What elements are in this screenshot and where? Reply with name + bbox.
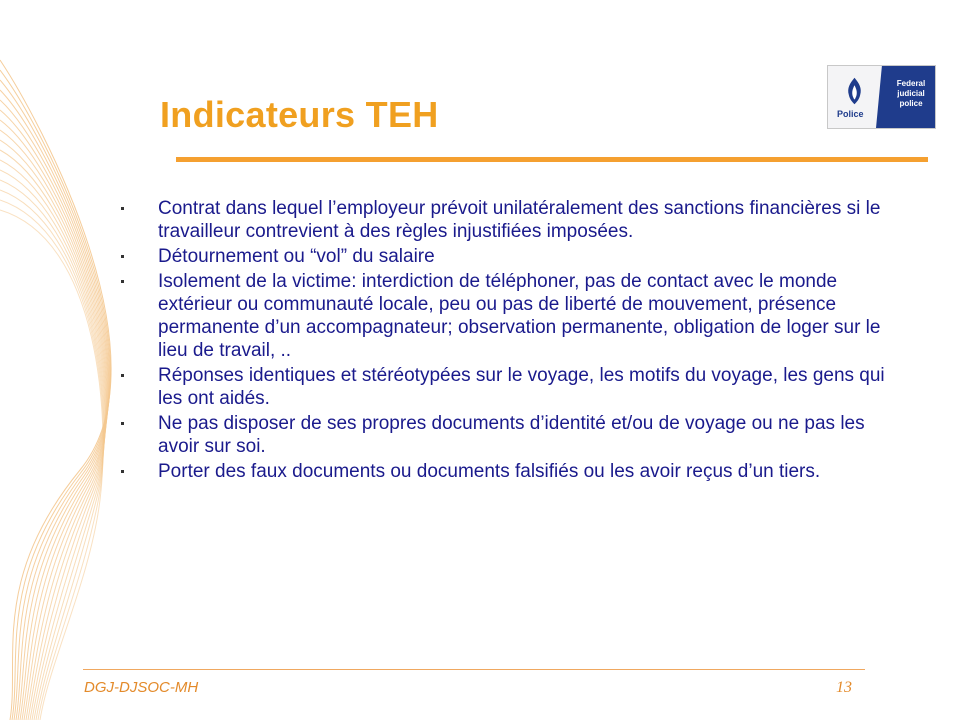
list-item xyxy=(120,197,910,243)
decorative-line xyxy=(0,110,108,720)
list-item-text: Isolement de la victime: interdiction de téléphoner, pas de contact avec le monde extérieur ou communauté locale, peu ou pas de liberté de mouvement, présence permanente d’un accompagnateur; observation permanente, obligation de loger sur le lieu de travail, .. xyxy=(158,271,881,361)
bullet-dot xyxy=(121,374,124,377)
decorative-line xyxy=(0,70,111,720)
list-item-text: Ne pas disposer de ses propres documents d’identité et/ou de voyage ou ne pas les avoir sur soi. xyxy=(158,413,865,457)
list-item-text: Porter des faux documents ou documents falsifiés ou les avoir reçus d’un tiers. xyxy=(158,461,821,482)
decorative-line xyxy=(0,180,105,720)
bullet-dot xyxy=(121,207,124,210)
bullet-dot xyxy=(121,470,124,473)
decorative-line xyxy=(0,90,109,720)
list-item xyxy=(120,245,910,268)
list-item xyxy=(120,412,910,458)
decorative-line xyxy=(0,130,107,720)
logo-line: police xyxy=(899,99,923,108)
list-item xyxy=(120,364,910,410)
page-number: 13 xyxy=(836,679,852,696)
list-item xyxy=(120,270,910,362)
list-item xyxy=(120,460,910,483)
decorative-line xyxy=(0,160,106,720)
decorative-line xyxy=(0,150,106,720)
list-item-text: Contrat dans lequel l’employeur prévoit unilatéralement des sanctions financières si le travailleur contrevient à des règles injustifiées imposées. xyxy=(158,198,881,242)
federal-judicial-police-logo xyxy=(827,65,936,129)
title-underline xyxy=(176,157,928,162)
logo-right-text xyxy=(888,79,934,109)
footer-label: DGJ-DJSOC-MH xyxy=(84,679,199,696)
list-item-text: Réponses identiques et stéréotypées sur le voyage, les motifs du voyage, les gens qui les ont aidés. xyxy=(158,365,885,409)
bullet-dot xyxy=(121,422,124,425)
decorative-line xyxy=(0,140,107,720)
decorative-line xyxy=(0,60,111,720)
decorative-line xyxy=(0,80,110,720)
indicator-list xyxy=(120,197,910,485)
bullet-dot xyxy=(121,255,124,258)
logo-police-text: Police xyxy=(837,109,864,119)
logo-line: Federal xyxy=(896,79,926,88)
bullet-dot xyxy=(121,280,124,283)
list-item-text: Détournement ou “vol” du salaire xyxy=(158,246,435,267)
logo-line: judicial xyxy=(897,89,925,98)
footer-divider xyxy=(83,669,865,670)
slide-title: Indicateurs TEH xyxy=(160,94,439,135)
police-flame-icon xyxy=(845,76,864,106)
logo-left-panel xyxy=(828,66,881,128)
